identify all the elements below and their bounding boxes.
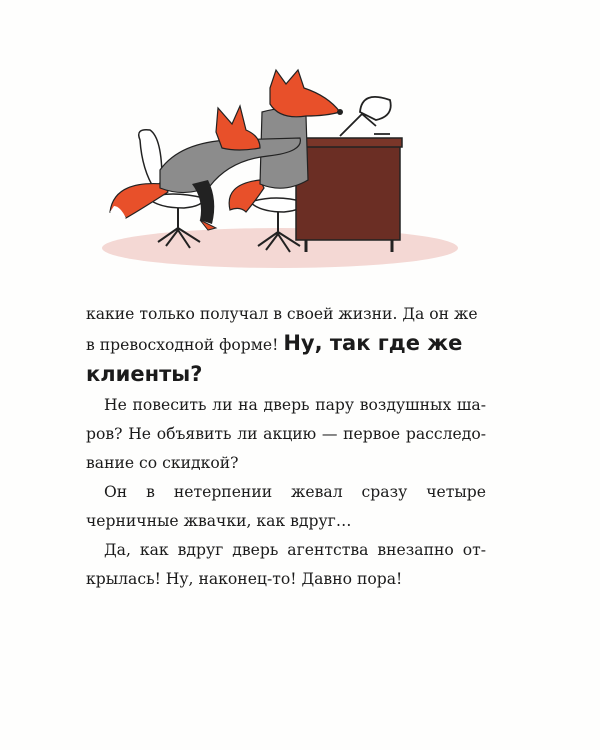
- chair-left-back: [139, 130, 162, 190]
- paragraph-1: [86, 300, 486, 391]
- text-line-2: в превосходной форме!: [86, 336, 279, 354]
- fox-head-left: [216, 106, 260, 150]
- desk: [296, 144, 400, 240]
- fox-detectives-illustration: [100, 60, 460, 280]
- paragraph-4: Да, как вдруг дверь агентства внезапно открылась! Ну, наконец-то! Давно пора!: [86, 541, 486, 588]
- desk-lamp: [340, 97, 391, 136]
- text-line-1: какие только получал в своей жизни. Да он же: [86, 305, 478, 323]
- page-text: [86, 300, 486, 594]
- headline-part-1: Ну, так где же: [283, 331, 463, 355]
- paragraph-2: Не повесить ли на дверь пару воздушных шаров? Не объявить ли акцию — первое расследование со скидкой?: [86, 396, 486, 472]
- fox-head-right: [270, 70, 340, 117]
- paragraph-3: Он в нетерпении жевал сразу четыре черничные жвачки, как вдруг…: [86, 483, 486, 530]
- headline-part-2: клиенты?: [86, 362, 203, 386]
